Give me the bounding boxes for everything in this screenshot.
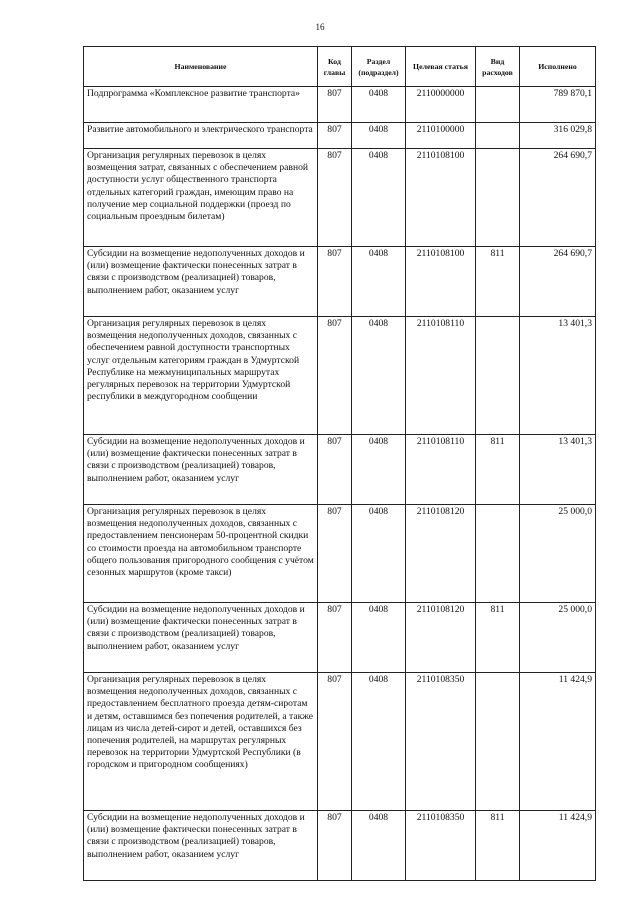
cell-name: Организация регулярных перевозок в целях возмещения затрат, связанных с обеспечением равной доступности услуг общественного транспорта отдельных категорий граждан, имеющим право на получение мер социальной поддержки (проезд по социальным проездным билетам) <box>84 149 318 247</box>
cell-executed: 11 424,9 <box>520 811 596 881</box>
cell-chapter-code: 807 <box>318 87 352 123</box>
cell-section: 0408 <box>352 317 406 435</box>
table-row <box>84 673 596 811</box>
cell-executed: 264 690,7 <box>520 149 596 247</box>
cell-section: 0408 <box>352 149 406 247</box>
cell-executed: 264 690,7 <box>520 247 596 317</box>
cell-chapter-code: 807 <box>318 811 352 881</box>
cell-expense-type <box>476 87 520 123</box>
table-row <box>84 87 596 123</box>
table-row <box>84 123 596 149</box>
cell-target-article: 2110108120 <box>406 505 476 603</box>
cell-name: Организация регулярных перевозок в целях возмещения недополученных доходов, связанных с предоставлением бесплатного проезда детям-сиротам и детям, оставшимся без попечения родителей, а также лицам из числа детей-сирот и детей, оставшихся без попечения родителей, на маршрутах регулярных перевозок на территории Удмуртской Республики (в городском и пригородном сообщениях) <box>84 673 318 811</box>
cell-expense-type <box>476 673 520 811</box>
cell-name: Подпрограмма «Комплексное развитие транспорта» <box>84 87 318 123</box>
cell-target-article: 2110108110 <box>406 435 476 505</box>
cell-target-article: 2110108350 <box>406 673 476 811</box>
cell-target-article: 2110108350 <box>406 811 476 881</box>
cell-chapter-code: 807 <box>318 149 352 247</box>
cell-name: Субсидии на возмещение недополученных доходов и (или) возмещение фактически понесенных затрат в связи с производством (реализацией) товаров, выполнением работ, оказанием услуг <box>84 435 318 505</box>
cell-expense-type <box>476 317 520 435</box>
cell-section: 0408 <box>352 811 406 881</box>
budget-table <box>83 46 596 881</box>
cell-expense-type <box>476 123 520 149</box>
table-header-row <box>84 47 596 87</box>
cell-target-article: 2110108100 <box>406 149 476 247</box>
cell-name: Субсидии на возмещение недополученных доходов и (или) возмещение фактически понесенных затрат в связи с производством (реализацией) товаров, выполнением работ, оказанием услуг <box>84 811 318 881</box>
cell-expense-type: 811 <box>476 435 520 505</box>
table-row <box>84 247 596 317</box>
cell-target-article: 2110108110 <box>406 317 476 435</box>
header-section: Раздел (подраздел) <box>352 47 406 87</box>
cell-name: Организация регулярных перевозок в целях возмещения недополученных доходов, связанных с предоставлением пенсионерам 50-процентной скидки со стоимости проезда на автомобильном транспорте общего пользования пригородного сообщения с учётом сезонных маршрутов (кроме такси) <box>84 505 318 603</box>
cell-executed: 25 000,0 <box>520 603 596 673</box>
cell-expense-type: 811 <box>476 811 520 881</box>
cell-chapter-code: 807 <box>318 247 352 317</box>
cell-executed: 316 029,8 <box>520 123 596 149</box>
cell-name: Развитие автомобильного и электрического транспорта <box>84 123 318 149</box>
cell-executed: 11 424,9 <box>520 673 596 811</box>
cell-name: Организация регулярных перевозок в целях возмещения недополученных доходов, связанных с обеспечением равной доступности транспортных услуг отдельным категориям граждан в Удмуртской Республике на межмуниципальных маршрутах регулярных перевозок на территории Удмуртской республики в междугородном сообщении <box>84 317 318 435</box>
cell-target-article: 2110000000 <box>406 87 476 123</box>
cell-executed: 13 401,3 <box>520 317 596 435</box>
cell-chapter-code: 807 <box>318 603 352 673</box>
cell-expense-type: 811 <box>476 247 520 317</box>
cell-chapter-code: 807 <box>318 123 352 149</box>
cell-section: 0408 <box>352 505 406 603</box>
header-expense-type: Вид расходов <box>476 47 520 87</box>
page-number: 16 <box>315 22 325 32</box>
cell-chapter-code: 807 <box>318 505 352 603</box>
cell-name: Субсидии на возмещение недополученных доходов и (или) возмещение фактически понесенных затрат в связи с производством (реализацией) товаров, выполнением работ, оказанием услуг <box>84 247 318 317</box>
cell-section: 0408 <box>352 123 406 149</box>
cell-section: 0408 <box>352 247 406 317</box>
cell-executed: 789 870,1 <box>520 87 596 123</box>
cell-executed: 13 401,3 <box>520 435 596 505</box>
cell-chapter-code: 807 <box>318 317 352 435</box>
table-row <box>84 149 596 247</box>
header-target-article: Целевая статья <box>406 47 476 87</box>
cell-target-article: 2110108120 <box>406 603 476 673</box>
cell-section: 0408 <box>352 435 406 505</box>
cell-section: 0408 <box>352 673 406 811</box>
cell-chapter-code: 807 <box>318 673 352 811</box>
cell-name: Субсидии на возмещение недополученных доходов и (или) возмещение фактически понесенных затрат в связи с производством (реализацией) товаров, выполнением работ, оказанием услуг <box>84 603 318 673</box>
cell-target-article: 2110108100 <box>406 247 476 317</box>
cell-section: 0408 <box>352 87 406 123</box>
cell-expense-type: 811 <box>476 603 520 673</box>
header-chapter-code: Код главы <box>318 47 352 87</box>
table-row <box>84 603 596 673</box>
header-name: Наименование <box>84 47 318 87</box>
cell-executed: 25 000,0 <box>520 505 596 603</box>
cell-target-article: 2110100000 <box>406 123 476 149</box>
table-row <box>84 505 596 603</box>
cell-expense-type <box>476 149 520 247</box>
table-row <box>84 435 596 505</box>
cell-chapter-code: 807 <box>318 435 352 505</box>
table-row <box>84 317 596 435</box>
table-row <box>84 811 596 881</box>
cell-section: 0408 <box>352 603 406 673</box>
cell-expense-type <box>476 505 520 603</box>
header-executed: Исполнено <box>520 47 596 87</box>
